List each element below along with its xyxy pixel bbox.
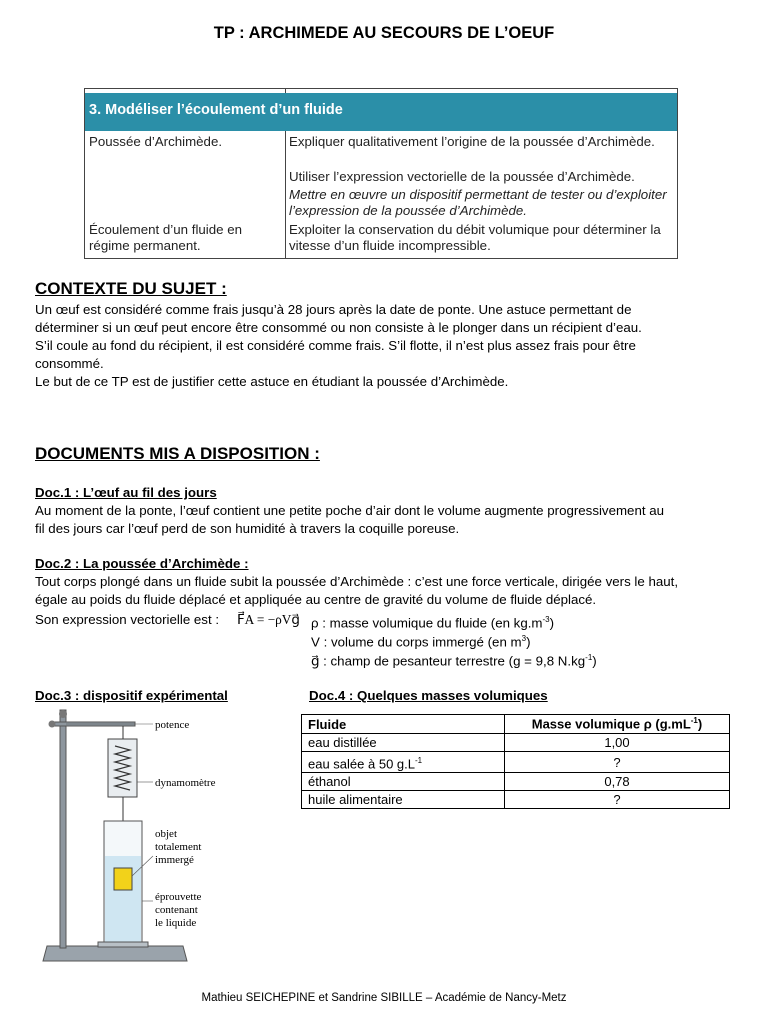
cell-fluide: eau salée à 50 $g.L^{-1}$ bbox=[302, 752, 505, 773]
doc2-g-def: g⃗ : champ de pesanteur terrestre (g = 9,8 $N.kg^{-1}$) bbox=[311, 653, 597, 669]
contexte-text bbox=[35, 301, 735, 391]
doc2-line: égale au poids du fluide déplacé et appliquée au centre de gravité du volume de fluide déplacé. bbox=[35, 592, 597, 607]
immersed-object bbox=[114, 868, 132, 890]
experimental-setup-figure bbox=[35, 706, 245, 981]
cell-valeur: 0,78 bbox=[505, 773, 730, 791]
label-potence: potence bbox=[155, 719, 190, 731]
label-eprouvette-1: éprouvette bbox=[155, 891, 202, 903]
program-header-band bbox=[85, 93, 677, 131]
arm-clamp bbox=[49, 721, 56, 728]
program-row-1-right-3: Mettre en œuvre un dispositif permettant de tester ou d’exploiter l’expression de la poussée d’Archimède. bbox=[289, 187, 667, 218]
contexte-line: déterminer si un œuf peut encore être consommé ou non consiste à le plonger dans un récipient d’eau. bbox=[35, 320, 642, 335]
doc2-text bbox=[35, 573, 745, 609]
program-table bbox=[84, 88, 678, 259]
doc2-rho-def: ρ : masse volumique du fluide (en $kg.m^{-3}$) bbox=[311, 615, 555, 631]
program-row-2-right: Exploiter la conservation du débit volumique pour déterminer la vitesse d’un fluide incompressible. bbox=[289, 222, 661, 253]
label-dynamometre: dynamomètre bbox=[155, 777, 216, 789]
doc1-line: Au moment de la ponte, l’œuf contient une petite poche d’air dont le volume augmente progressivement au bbox=[35, 503, 665, 518]
doc1-line: fil des jours car l’œuf perd de son humidité à travers la coquille poreuse. bbox=[35, 521, 460, 536]
label-eprouvette-3: le liquide bbox=[155, 917, 197, 929]
label-objet-1: objet bbox=[155, 828, 177, 840]
doc3-title: Doc.3 : dispositif expérimental bbox=[35, 688, 228, 703]
footer: Mathieu SEICHEPINE et Sandrine SIBILLE – Académie de Nancy-Metz bbox=[201, 992, 567, 1004]
table-header-row bbox=[302, 715, 730, 734]
program-header: 3. Modéliser l’écoulement d’un fluide bbox=[89, 102, 343, 118]
documents-heading: DOCUMENTS MIS A DISPOSITION : bbox=[35, 444, 320, 463]
page-title: TP : ARCHIMEDE AU SECOURS DE L’OEUF bbox=[213, 24, 555, 42]
cell-fluide: huile alimentaire bbox=[302, 791, 505, 809]
doc2-title: Doc.2 : La poussée d’Archimède : bbox=[35, 556, 249, 571]
label-eprouvette-2: contenant bbox=[155, 904, 198, 916]
contexte-line: Un œuf est considéré comme frais jusqu’à 28 jours après la date de ponte. Une astuce permettant de bbox=[35, 302, 632, 317]
doc2-line: Tout corps plongé dans un fluide subit la poussée d’Archimède : c’est une force verticale, dirigée vers le haut, bbox=[35, 574, 679, 589]
table-row bbox=[302, 752, 730, 773]
masses-table bbox=[301, 714, 730, 809]
doc4-title: Doc.4 : Quelques masses volumiques bbox=[309, 688, 548, 703]
header-fluide: Fluide bbox=[302, 715, 505, 734]
program-row-2-left: Écoulement d’un fluide en régime permanent. bbox=[89, 222, 243, 253]
cell-valeur: ? bbox=[505, 791, 730, 809]
table-row bbox=[302, 791, 730, 809]
cell-valeur: ? bbox=[505, 752, 730, 773]
cylinder-foot bbox=[98, 942, 148, 947]
table-row bbox=[302, 734, 730, 752]
program-row-1-right-2: Utiliser l’expression vectorielle de la poussée d’Archimède. bbox=[289, 169, 635, 184]
stand-pole bbox=[60, 710, 66, 948]
doc2-v-def: V : volume du corps immergé (en $m^3$) bbox=[311, 634, 531, 650]
header-masse: Masse volumique ρ $(g.mL^{-1})$ bbox=[505, 715, 730, 734]
label-objet-2: totalement bbox=[155, 841, 202, 853]
doc2-expr-intro: Son expression vectorielle est : bbox=[35, 612, 220, 627]
doc1-title: Doc.1 : L’œuf au fil des jours bbox=[35, 485, 217, 500]
contexte-line: consommé. bbox=[35, 356, 104, 371]
cell-fluide: eau distillée bbox=[302, 734, 505, 752]
doc2-formula: F⃗A = −ρVg⃗ bbox=[237, 612, 300, 627]
pole-knob bbox=[59, 710, 67, 718]
contexte-line: S’il coule au fond du récipient, il est considéré comme frais. S’il flotte, il n’est plus assez frais pour être bbox=[35, 338, 636, 353]
contexte-heading: CONTEXTE DU SUJET : bbox=[35, 279, 227, 298]
program-row-1-left: Poussée d’Archimède. bbox=[89, 134, 223, 149]
contexte-line: Le but de ce TP est de justifier cette astuce en étudiant la poussée d’Archimède. bbox=[35, 374, 509, 389]
doc1-text bbox=[35, 502, 745, 538]
program-row-1-right-1: Expliquer qualitativement l’origine de la poussée d’Archimède. bbox=[289, 134, 655, 149]
cell-valeur: 1,00 bbox=[505, 734, 730, 752]
label-objet-3: immergé bbox=[155, 854, 194, 866]
table-row bbox=[302, 773, 730, 791]
cell-fluide: éthanol bbox=[302, 773, 505, 791]
